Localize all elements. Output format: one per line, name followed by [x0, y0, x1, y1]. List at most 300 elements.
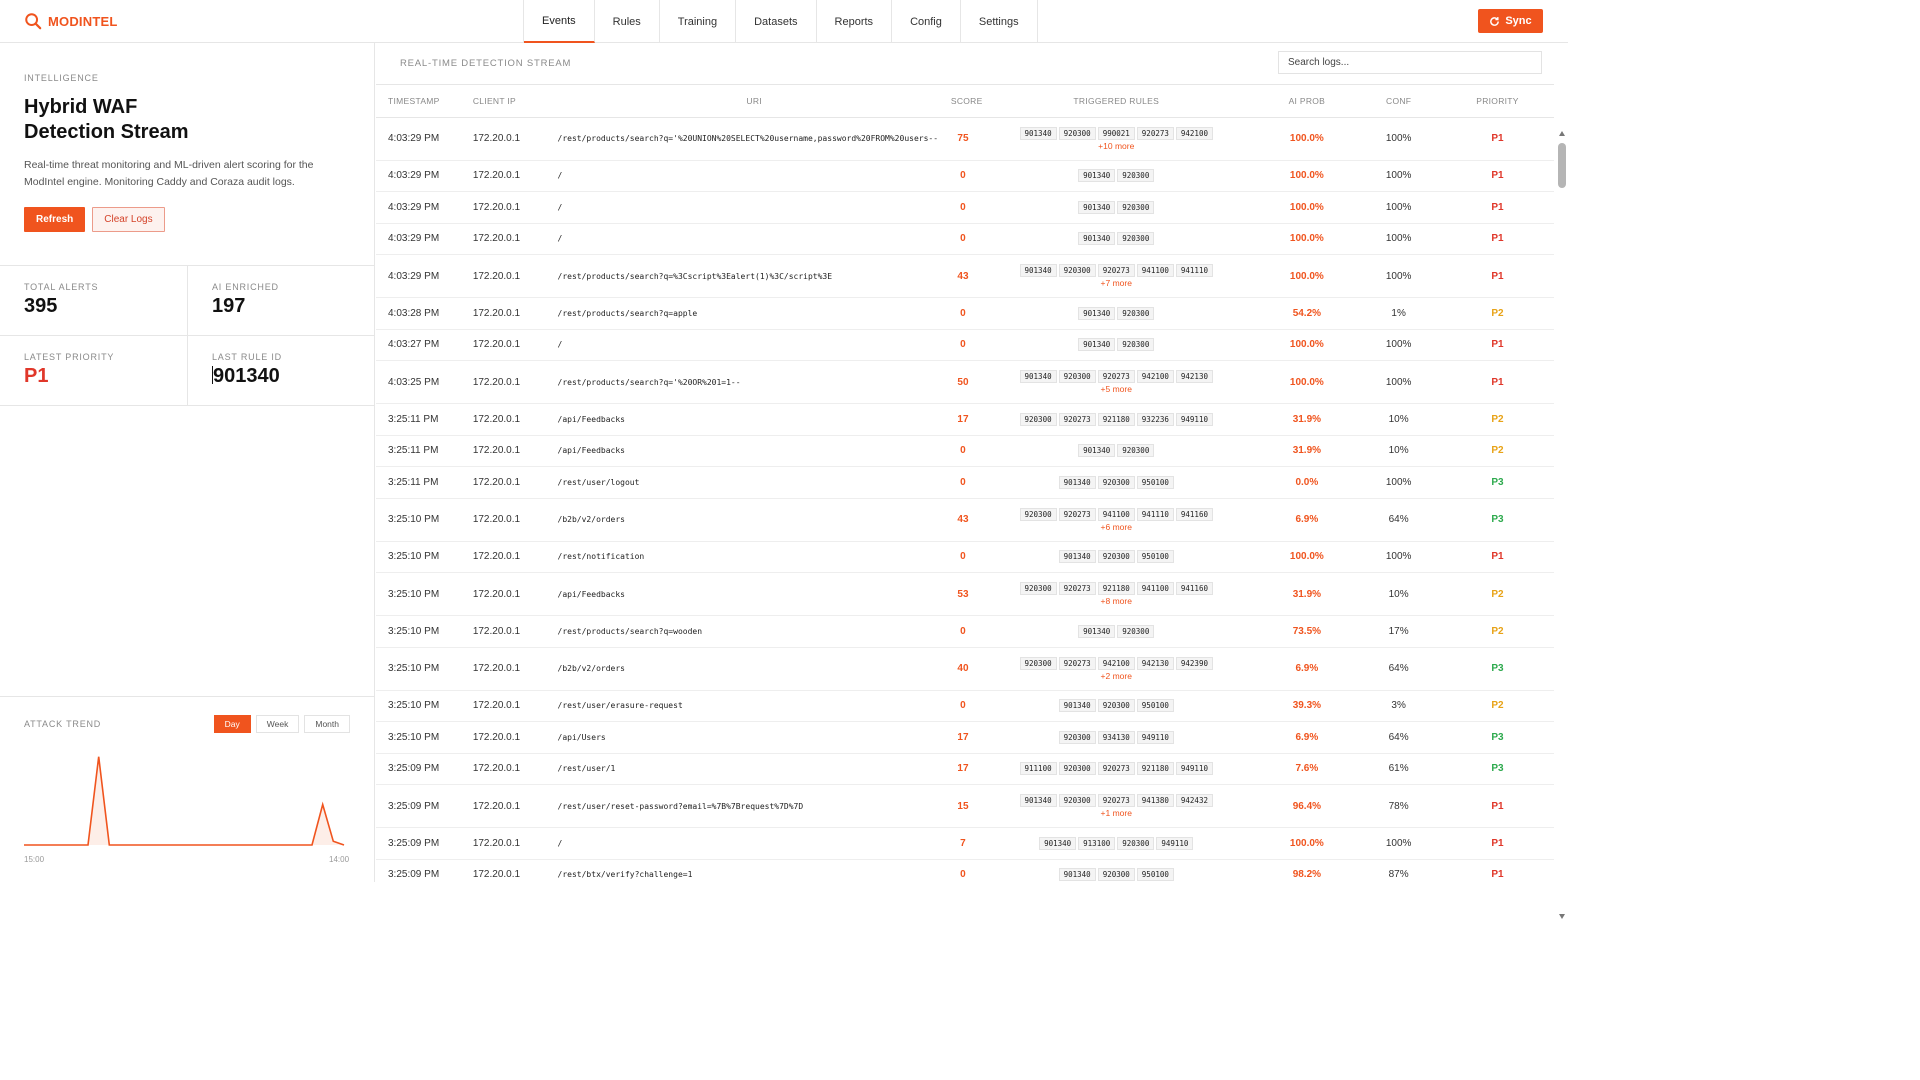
- cell-client-ip: 172.20.0.1: [473, 255, 558, 298]
- cell-timestamp: 3:25:11 PM: [376, 467, 473, 499]
- rule-badge[interactable]: 901340: [1078, 201, 1115, 214]
- rule-badge[interactable]: 949110: [1137, 731, 1174, 744]
- cell-score: 40: [951, 647, 975, 690]
- scrollbar-thumb[interactable]: [1558, 143, 1566, 188]
- cell-score: 0: [951, 467, 975, 499]
- rule-badge[interactable]: 920300: [1098, 476, 1135, 489]
- rule-badge[interactable]: 920300: [1117, 169, 1154, 182]
- rule-badge[interactable]: 920300: [1098, 550, 1135, 563]
- events-table-container: [376, 84, 1554, 882]
- cell-score: 43: [951, 498, 975, 541]
- cell-uri: /: [558, 329, 951, 361]
- rule-badge[interactable]: 901340: [1078, 232, 1115, 245]
- stream-panel: [376, 43, 1568, 882]
- cell-ai-prob: 31.9%: [1257, 573, 1356, 616]
- vertical-scrollbar[interactable]: [1558, 131, 1566, 925]
- rule-badge[interactable]: 901340: [1039, 837, 1076, 850]
- cell-uri: /rest/products/search?q=apple: [558, 298, 951, 330]
- cell-timestamp: 3:25:10 PM: [376, 690, 473, 722]
- cell-conf: 10%: [1356, 404, 1441, 436]
- x-axis-start-label: 15:00: [24, 855, 45, 864]
- table-row[interactable]: [376, 117, 1554, 160]
- cell-conf: 100%: [1356, 223, 1441, 255]
- cell-uri: /b2b/v2/orders: [558, 647, 951, 690]
- cell-timestamp: 4:03:25 PM: [376, 361, 473, 404]
- rule-badge[interactable]: 901340: [1059, 476, 1096, 489]
- rule-badge[interactable]: 901340: [1059, 550, 1096, 563]
- rule-badge[interactable]: 921180: [1137, 762, 1174, 775]
- rule-badge[interactable]: 949110: [1176, 413, 1213, 426]
- rule-badge[interactable]: 920273: [1098, 794, 1135, 807]
- rule-badge[interactable]: 920300: [1059, 264, 1096, 277]
- cell-conf: 100%: [1356, 467, 1441, 499]
- col-header-score[interactable]: SCORE: [951, 85, 975, 117]
- cell-triggered-rules: [975, 785, 1257, 828]
- cell-client-ip: 172.20.0.1: [473, 690, 558, 722]
- table-row[interactable]: [376, 404, 1554, 436]
- rule-badge[interactable]: 901340: [1020, 370, 1057, 383]
- cell-priority: P2: [1441, 404, 1554, 436]
- table-row[interactable]: [376, 722, 1554, 754]
- refresh-button[interactable]: Refresh: [24, 207, 85, 232]
- cell-uri: /api/Feedbacks: [558, 404, 951, 436]
- rule-badge[interactable]: 920300: [1098, 868, 1135, 881]
- cell-triggered-rules: [975, 255, 1257, 298]
- rule-badge[interactable]: 920300: [1059, 731, 1096, 744]
- table-row[interactable]: [376, 329, 1554, 361]
- cell-score: 0: [951, 192, 975, 224]
- table-row[interactable]: [376, 573, 1554, 616]
- rule-badge[interactable]: 990021: [1098, 127, 1135, 140]
- cell-conf: 78%: [1356, 785, 1441, 828]
- cell-conf: 100%: [1356, 192, 1441, 224]
- cell-conf: 17%: [1356, 616, 1441, 648]
- range-week-button[interactable]: Week: [256, 715, 300, 733]
- rule-badge[interactable]: 921180: [1098, 582, 1135, 595]
- cell-priority: P3: [1441, 647, 1554, 690]
- rule-badge[interactable]: 941160: [1176, 582, 1213, 595]
- rule-badge[interactable]: 920273: [1059, 508, 1096, 521]
- cell-uri: /rest/products/search?q=wooden: [558, 616, 951, 648]
- cell-timestamp: 3:25:10 PM: [376, 616, 473, 648]
- cell-priority: P1: [1441, 541, 1554, 573]
- cell-triggered-rules: [975, 541, 1257, 573]
- cell-uri: /: [558, 828, 951, 860]
- scroll-down-arrow-icon[interactable]: [1559, 914, 1565, 919]
- rule-badge[interactable]: 920273: [1059, 582, 1096, 595]
- table-row[interactable]: [376, 435, 1554, 467]
- cell-conf: 100%: [1356, 160, 1441, 192]
- rule-badge[interactable]: 901340: [1020, 127, 1057, 140]
- tab-config[interactable]: Config: [892, 0, 961, 43]
- rule-badge[interactable]: 920300: [1117, 444, 1154, 457]
- cell-timestamp: 4:03:29 PM: [376, 255, 473, 298]
- stat-label: LAST RULE ID: [212, 352, 282, 362]
- cell-uri: /rest/btx/verify?challenge=1: [558, 859, 951, 882]
- cell-ai-prob: 31.9%: [1257, 404, 1356, 436]
- rule-badge[interactable]: 921180: [1098, 413, 1135, 426]
- cell-client-ip: 172.20.0.1: [473, 573, 558, 616]
- cell-triggered-rules: [975, 160, 1257, 192]
- refresh-icon: [1489, 16, 1500, 27]
- cell-conf: 100%: [1356, 828, 1441, 860]
- stat-value: 197: [212, 295, 246, 317]
- cell-ai-prob: 100.0%: [1257, 117, 1356, 160]
- stat-value: P1: [24, 365, 49, 387]
- rule-badge[interactable]: 950100: [1137, 868, 1174, 881]
- cell-timestamp: 3:25:11 PM: [376, 404, 473, 436]
- cell-conf: 64%: [1356, 722, 1441, 754]
- cell-score: 0: [951, 223, 975, 255]
- cell-priority: P2: [1441, 435, 1554, 467]
- rule-badge[interactable]: 932236: [1137, 413, 1174, 426]
- table-row[interactable]: [376, 828, 1554, 860]
- table-row[interactable]: [376, 160, 1554, 192]
- cell-conf: 1%: [1356, 298, 1441, 330]
- rule-badge[interactable]: 941100: [1098, 508, 1135, 521]
- rule-badge[interactable]: 901340: [1078, 307, 1115, 320]
- trend-line: [24, 757, 344, 845]
- rule-badge[interactable]: 920300: [1059, 794, 1096, 807]
- cell-ai-prob: 100.0%: [1257, 160, 1356, 192]
- rule-badge[interactable]: 920300: [1117, 625, 1154, 638]
- rule-badge[interactable]: 941100: [1137, 582, 1174, 595]
- rule-badge[interactable]: 941100: [1137, 264, 1174, 277]
- trend-area: [24, 757, 344, 845]
- rule-badge[interactable]: 942130: [1137, 657, 1174, 670]
- tab-datasets[interactable]: Datasets: [736, 0, 816, 43]
- range-selector: [214, 715, 350, 733]
- table-row[interactable]: [376, 859, 1554, 882]
- col-header-uri[interactable]: URI: [558, 85, 951, 117]
- cell-client-ip: 172.20.0.1: [473, 616, 558, 648]
- cell-triggered-rules: [975, 298, 1257, 330]
- range-day-button[interactable]: Day: [214, 715, 251, 733]
- cell-conf: 100%: [1356, 329, 1441, 361]
- cell-score: 0: [951, 541, 975, 573]
- cell-timestamp: 4:03:29 PM: [376, 160, 473, 192]
- rule-badge[interactable]: 949110: [1176, 762, 1213, 775]
- cell-priority: P3: [1441, 467, 1554, 499]
- cell-ai-prob: 100.0%: [1257, 192, 1356, 224]
- rule-badge[interactable]: 920300: [1117, 837, 1154, 850]
- rule-badge[interactable]: 901340: [1078, 625, 1115, 638]
- cell-priority: P1: [1441, 223, 1554, 255]
- rule-badge[interactable]: 941380: [1137, 794, 1174, 807]
- rule-badge[interactable]: 950100: [1137, 550, 1174, 563]
- stat-label: TOTAL ALERTS: [24, 282, 99, 292]
- more-rules-link[interactable]: +7 more: [1100, 278, 1132, 288]
- cell-score: 17: [951, 404, 975, 436]
- search-logs-input[interactable]: [1278, 51, 1542, 74]
- rule-badge[interactable]: 901340: [1020, 794, 1057, 807]
- rule-badge[interactable]: 920300: [1020, 582, 1057, 595]
- clear-logs-button[interactable]: Clear Logs: [92, 207, 164, 232]
- cell-conf: 10%: [1356, 573, 1441, 616]
- cell-timestamp: 3:25:10 PM: [376, 573, 473, 616]
- cell-conf: 100%: [1356, 541, 1441, 573]
- cell-triggered-rules: [975, 753, 1257, 785]
- col-header-priority[interactable]: PRIORITY: [1441, 85, 1554, 117]
- rule-badge[interactable]: 941110: [1137, 508, 1174, 521]
- table-row[interactable]: [376, 647, 1554, 690]
- table-row[interactable]: [376, 616, 1554, 648]
- attack-trend-panel: [0, 696, 375, 882]
- brand-name: MODINTEL: [48, 13, 118, 29]
- table-row[interactable]: [376, 298, 1554, 330]
- rule-badge[interactable]: 942100: [1176, 127, 1213, 140]
- cell-uri: /rest/notification: [558, 541, 951, 573]
- cell-triggered-rules: [975, 361, 1257, 404]
- cell-score: 75: [951, 117, 975, 160]
- col-header-triggered-rules[interactable]: TRIGGERED RULES: [975, 85, 1257, 117]
- col-header-timestamp[interactable]: TIMESTAMP: [376, 85, 473, 117]
- col-header-ai-prob[interactable]: AI PROB: [1257, 85, 1356, 117]
- rule-badge[interactable]: 920300: [1020, 413, 1057, 426]
- stat-value: 901340: [213, 365, 280, 387]
- more-rules-link[interactable]: +8 more: [1100, 596, 1132, 606]
- rule-badge[interactable]: 934130: [1098, 731, 1135, 744]
- cell-score: 0: [951, 435, 975, 467]
- rule-badge[interactable]: 920300: [1059, 127, 1096, 140]
- stat-value: 395: [24, 295, 58, 317]
- brand-logo[interactable]: [24, 12, 117, 30]
- cell-score: 0: [951, 690, 975, 722]
- cell-priority: P2: [1441, 616, 1554, 648]
- cell-score: 0: [951, 160, 975, 192]
- cell-timestamp: 4:03:28 PM: [376, 298, 473, 330]
- rule-badge[interactable]: 920300: [1059, 762, 1096, 775]
- cell-client-ip: 172.20.0.1: [473, 404, 558, 436]
- rule-badge[interactable]: 901340: [1078, 169, 1115, 182]
- left-panel: [0, 43, 375, 882]
- rule-badge[interactable]: 901340: [1078, 338, 1115, 351]
- cell-ai-prob: 0.0%: [1257, 467, 1356, 499]
- cell-timestamp: 3:25:09 PM: [376, 828, 473, 860]
- cell-ai-prob: 6.9%: [1257, 647, 1356, 690]
- rule-badge[interactable]: 901340: [1059, 868, 1096, 881]
- tab-events[interactable]: Events: [524, 0, 595, 43]
- rule-badge[interactable]: 942100: [1098, 657, 1135, 670]
- stat-last-rule-id: [187, 336, 375, 405]
- cell-priority: P3: [1441, 722, 1554, 754]
- cell-triggered-rules: [975, 722, 1257, 754]
- cell-ai-prob: 100.0%: [1257, 361, 1356, 404]
- cell-triggered-rules: [975, 498, 1257, 541]
- cell-timestamp: 3:25:11 PM: [376, 435, 473, 467]
- cell-client-ip: 172.20.0.1: [473, 329, 558, 361]
- rule-badge[interactable]: 950100: [1137, 699, 1174, 712]
- cell-priority: P1: [1441, 785, 1554, 828]
- table-row[interactable]: [376, 361, 1554, 404]
- cell-score: 0: [951, 329, 975, 361]
- cell-uri: /rest/products/search?q='%20OR%201=1--: [558, 361, 951, 404]
- cell-uri: /rest/user/1: [558, 753, 951, 785]
- rule-badge[interactable]: 920300: [1059, 370, 1096, 383]
- cell-uri: /rest/user/logout: [558, 467, 951, 499]
- range-month-button[interactable]: Month: [304, 715, 350, 733]
- cell-priority: P1: [1441, 361, 1554, 404]
- more-rules-link[interactable]: +6 more: [1100, 521, 1132, 532]
- cell-uri: /rest/products/search?q='%20UNION%20SELECT%20username,password%20FROM%20users--: [558, 117, 951, 160]
- cell-uri: /rest/user/erasure-request: [558, 690, 951, 722]
- cell-priority: P1: [1441, 192, 1554, 224]
- table-row[interactable]: [376, 467, 1554, 499]
- table-row[interactable]: [376, 785, 1554, 828]
- section-eyebrow: INTELLIGENCE: [24, 73, 99, 83]
- cell-score: 15: [951, 785, 975, 828]
- more-rules-link[interactable]: +2 more: [1100, 670, 1132, 681]
- cell-ai-prob: 100.0%: [1257, 329, 1356, 361]
- page-title: [24, 95, 354, 145]
- cell-priority: P1: [1441, 160, 1554, 192]
- cell-conf: 3%: [1356, 690, 1441, 722]
- rule-badge[interactable]: 941110: [1176, 264, 1213, 277]
- cell-score: 53: [951, 573, 975, 616]
- cell-conf: 64%: [1356, 647, 1441, 690]
- cell-ai-prob: 6.9%: [1257, 722, 1356, 754]
- cell-client-ip: 172.20.0.1: [473, 722, 558, 754]
- cell-uri: /: [558, 223, 951, 255]
- rule-badge[interactable]: 920300: [1098, 699, 1135, 712]
- cell-priority: P3: [1441, 498, 1554, 541]
- sync-button[interactable]: [1478, 9, 1543, 33]
- cell-triggered-rules: [975, 573, 1257, 616]
- cell-ai-prob: 39.3%: [1257, 690, 1356, 722]
- cell-conf: 64%: [1356, 498, 1441, 541]
- table-row[interactable]: [376, 541, 1554, 573]
- main-nav: [523, 0, 1038, 43]
- rule-badge[interactable]: 913100: [1078, 837, 1115, 850]
- cell-priority: P3: [1441, 753, 1554, 785]
- cell-priority: P1: [1441, 117, 1554, 160]
- title-line-2: Detection Stream: [24, 121, 189, 143]
- rule-badge[interactable]: 942390: [1176, 657, 1213, 670]
- cell-score: 0: [951, 298, 975, 330]
- cell-timestamp: 3:25:09 PM: [376, 785, 473, 828]
- rule-badge[interactable]: 920300: [1020, 657, 1057, 670]
- cell-triggered-rules: [975, 329, 1257, 361]
- cell-client-ip: 172.20.0.1: [473, 223, 558, 255]
- table-row[interactable]: [376, 690, 1554, 722]
- cell-conf: 87%: [1356, 859, 1441, 882]
- tab-rules[interactable]: Rules: [595, 0, 660, 43]
- cell-ai-prob: 7.6%: [1257, 753, 1356, 785]
- scroll-up-arrow-icon[interactable]: [1559, 131, 1565, 136]
- cell-ai-prob: 98.2%: [1257, 859, 1356, 882]
- cell-conf: 100%: [1356, 255, 1441, 298]
- rule-badge[interactable]: 941160: [1176, 508, 1213, 521]
- cell-score: 17: [951, 753, 975, 785]
- cell-triggered-rules: [975, 859, 1257, 882]
- rule-badge[interactable]: 920273: [1098, 762, 1135, 775]
- rule-badge[interactable]: 920300: [1117, 338, 1154, 351]
- rule-badge[interactable]: 942432: [1176, 794, 1213, 807]
- cell-priority: P2: [1441, 573, 1554, 616]
- more-rules-link[interactable]: +5 more: [1100, 384, 1132, 394]
- tab-training[interactable]: Training: [660, 0, 736, 43]
- cell-timestamp: 4:03:29 PM: [376, 223, 473, 255]
- top-bar: [0, 0, 1568, 43]
- cell-conf: 100%: [1356, 117, 1441, 160]
- rule-badge[interactable]: 901340: [1020, 264, 1057, 277]
- cell-ai-prob: 100.0%: [1257, 828, 1356, 860]
- rule-badge[interactable]: 901340: [1078, 444, 1115, 457]
- rule-badge[interactable]: 920273: [1137, 127, 1174, 140]
- search-logo-icon: [24, 12, 42, 30]
- rule-badge[interactable]: 920300: [1117, 307, 1154, 320]
- cell-uri: /api/Feedbacks: [558, 435, 951, 467]
- title-line-1: Hybrid WAF: [24, 96, 138, 118]
- table-row[interactable]: [376, 498, 1554, 541]
- cell-timestamp: 3:25:10 PM: [376, 498, 473, 541]
- tab-reports[interactable]: Reports: [817, 0, 893, 43]
- col-header-client-ip[interactable]: CLIENT IP: [473, 85, 558, 117]
- cell-ai-prob: 31.9%: [1257, 435, 1356, 467]
- cell-ai-prob: 73.5%: [1257, 616, 1356, 648]
- cell-client-ip: 172.20.0.1: [473, 828, 558, 860]
- more-rules-link[interactable]: +10 more: [1098, 140, 1135, 151]
- cell-uri: /: [558, 192, 951, 224]
- stat-total-alerts: [0, 266, 187, 335]
- tab-settings[interactable]: Settings: [961, 0, 1038, 43]
- rule-badge[interactable]: 949110: [1156, 837, 1193, 850]
- cell-priority: P1: [1441, 828, 1554, 860]
- page-description: Real-time threat monitoring and ML-driven alert scoring for the ModIntel engine. Monitoring Caddy and Coraza audit logs.: [24, 159, 314, 188]
- rule-badge[interactable]: 901340: [1059, 699, 1096, 712]
- trend-title: ATTACK TREND: [24, 719, 102, 729]
- cell-timestamp: 3:25:10 PM: [376, 647, 473, 690]
- cell-timestamp: 3:25:10 PM: [376, 541, 473, 573]
- cell-triggered-rules: [975, 828, 1257, 860]
- cell-client-ip: 172.20.0.1: [473, 859, 558, 882]
- rule-badge[interactable]: 911100: [1020, 762, 1057, 775]
- cell-client-ip: 172.20.0.1: [473, 785, 558, 828]
- cell-uri: /b2b/v2/orders: [558, 498, 951, 541]
- cell-client-ip: 172.20.0.1: [473, 467, 558, 499]
- table-row[interactable]: [376, 223, 1554, 255]
- stream-title: REAL-TIME DETECTION STREAM: [400, 58, 572, 69]
- cell-priority: P1: [1441, 329, 1554, 361]
- stat-ai-enriched: [187, 266, 375, 335]
- cell-uri: /: [558, 160, 951, 192]
- table-row[interactable]: [376, 192, 1554, 224]
- rule-badge[interactable]: 920300: [1117, 201, 1154, 214]
- rule-badge[interactable]: 942130: [1176, 370, 1213, 383]
- cell-triggered-rules: [975, 404, 1257, 436]
- cell-uri: /rest/user/reset-password?email=%7B%7Brequest%7D%7D: [558, 785, 951, 828]
- rule-badge[interactable]: 942100: [1137, 370, 1174, 383]
- rule-badge[interactable]: 920273: [1059, 657, 1096, 670]
- table-row[interactable]: [376, 753, 1554, 785]
- col-header-conf[interactable]: CONF: [1356, 85, 1441, 117]
- more-rules-link[interactable]: +1 more: [1100, 808, 1132, 818]
- rule-badge[interactable]: 920300: [1117, 232, 1154, 245]
- cell-uri: /rest/products/search?q=%3Cscript%3Ealert(1)%3C/script%3E: [558, 255, 951, 298]
- x-axis-end-label: 14:00: [329, 855, 350, 864]
- rule-badge[interactable]: 920273: [1059, 413, 1096, 426]
- cell-client-ip: 172.20.0.1: [473, 192, 558, 224]
- rule-badge[interactable]: 950100: [1137, 476, 1174, 489]
- rule-badge[interactable]: 920273: [1098, 264, 1135, 277]
- cell-score: 0: [951, 859, 975, 882]
- rule-badge[interactable]: 920273: [1098, 370, 1135, 383]
- intro-section: [24, 73, 354, 232]
- cell-score: 50: [951, 361, 975, 404]
- cell-priority: P1: [1441, 859, 1554, 882]
- table-row[interactable]: [376, 255, 1554, 298]
- rule-badge[interactable]: 920300: [1020, 508, 1057, 521]
